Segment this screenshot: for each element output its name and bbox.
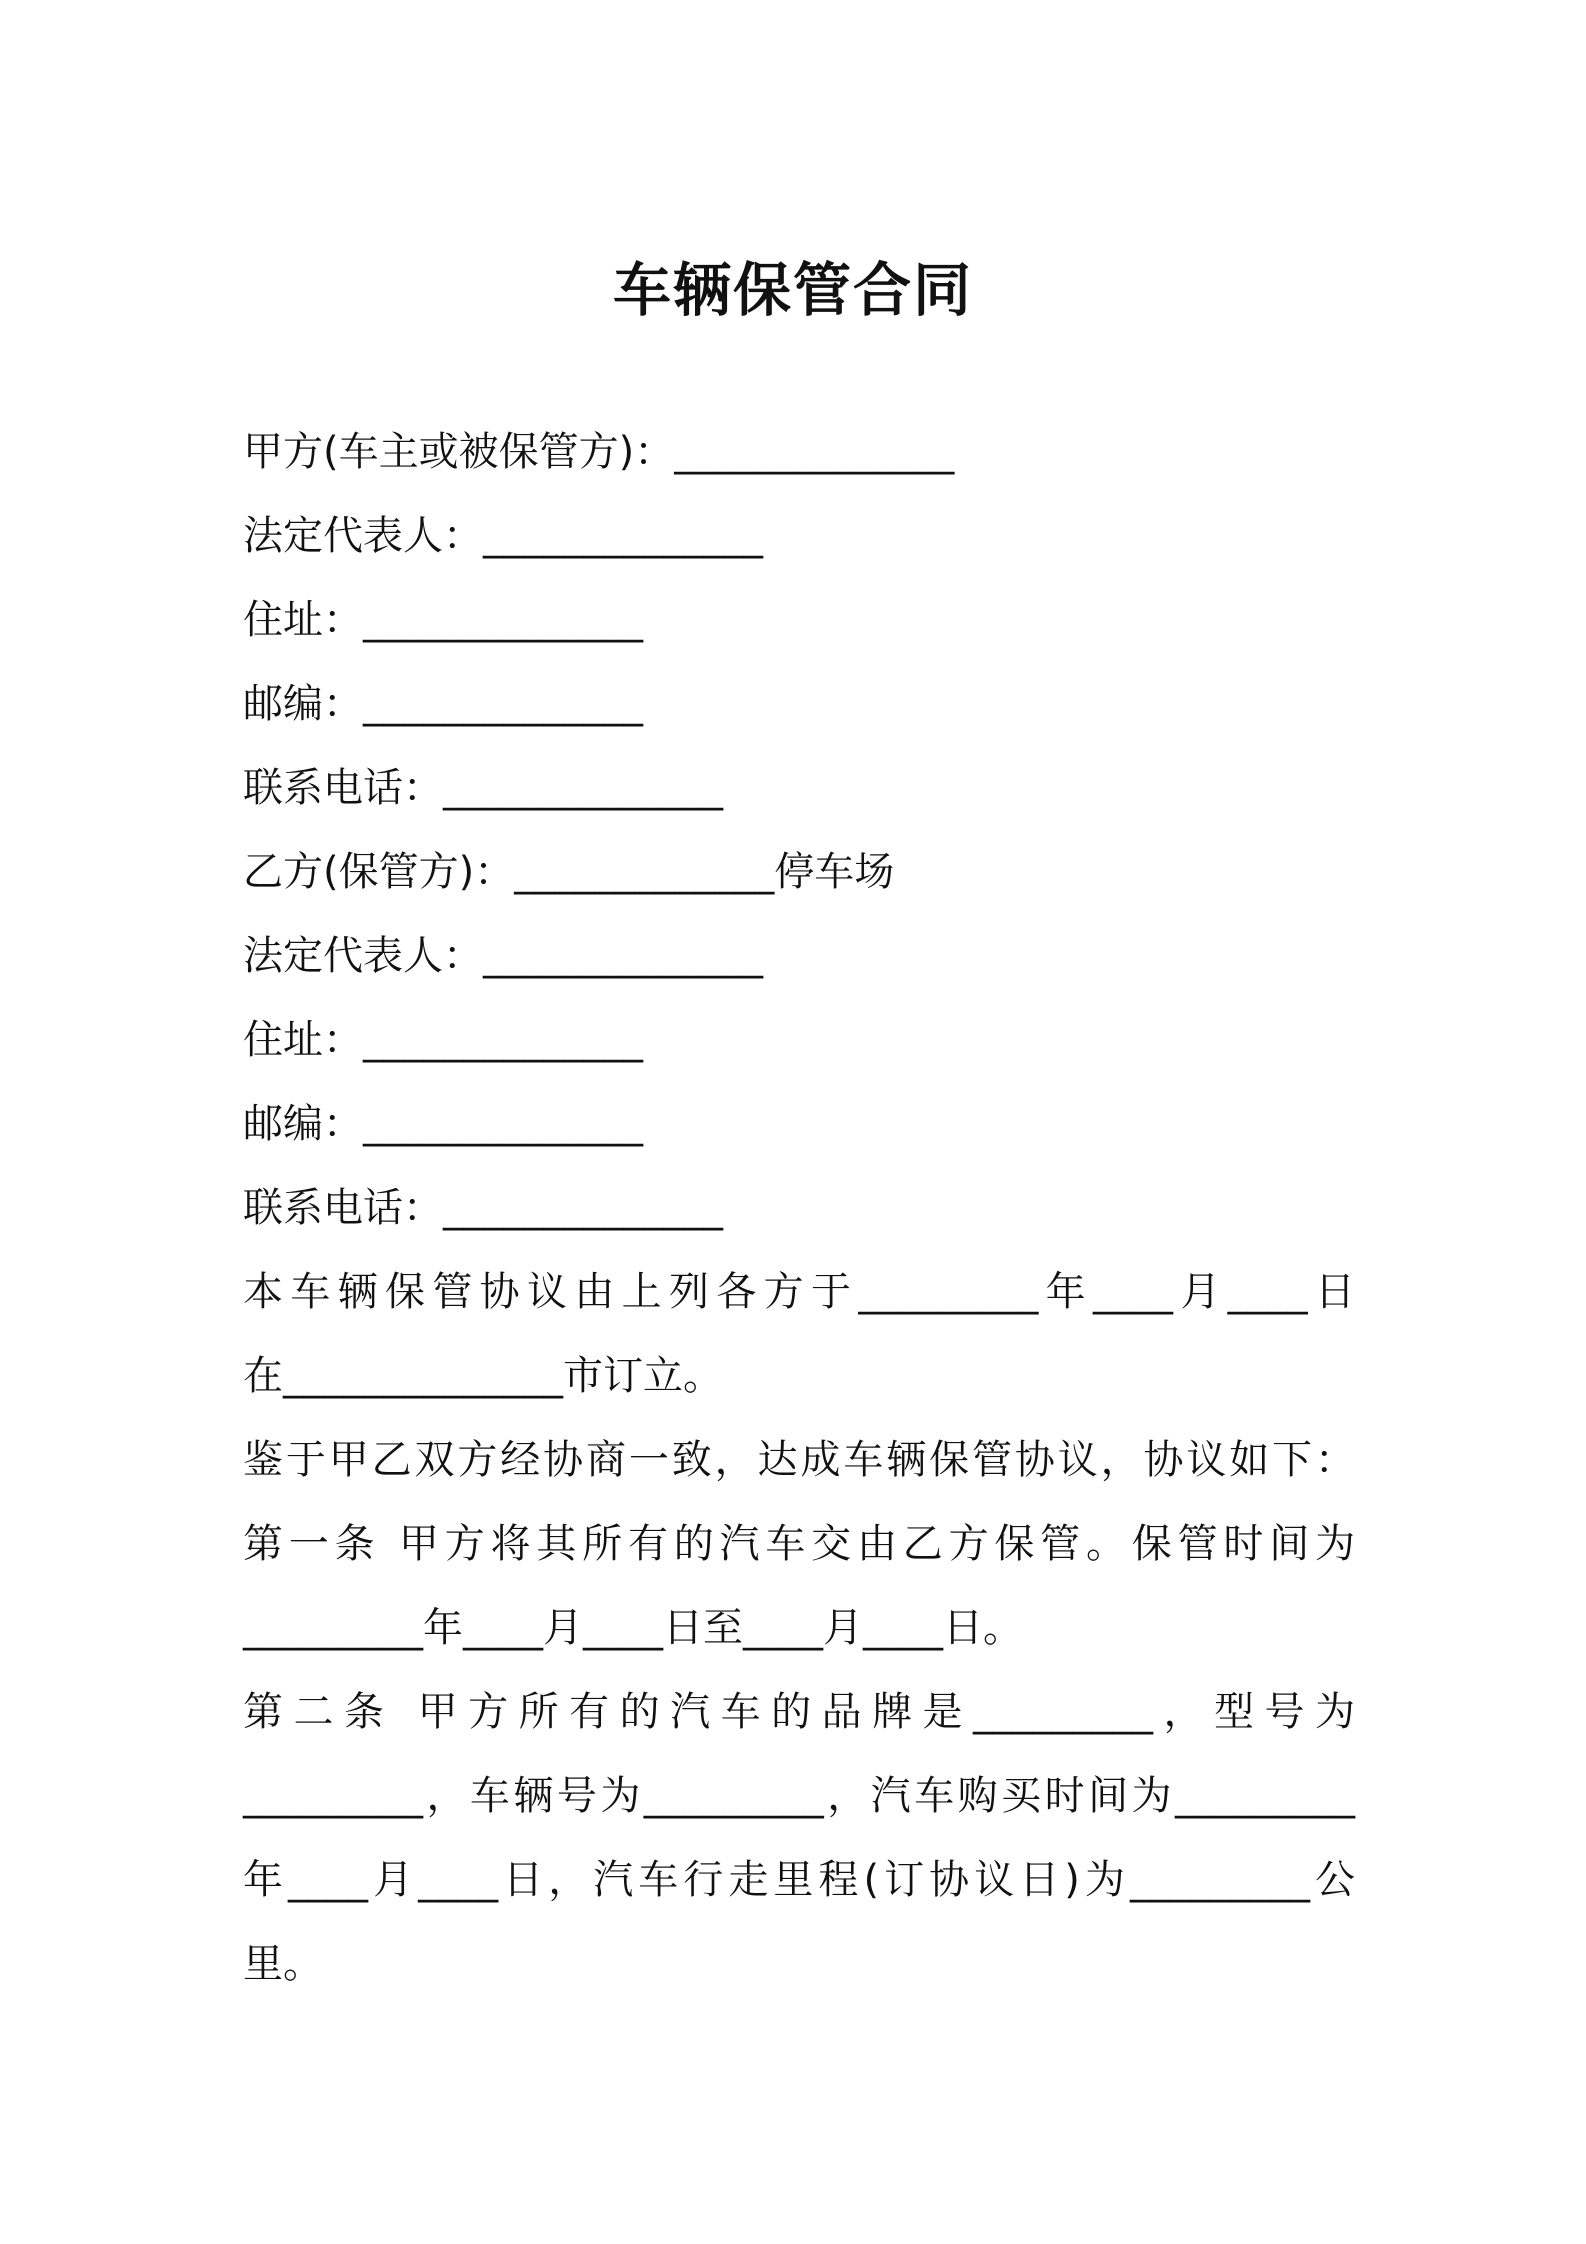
preamble: 鉴于甲乙双方经协商一致，达成车辆保管协议，协议如下： bbox=[243, 1437, 1355, 1483]
article-2-line-3: 年____月____日，汽车行走里程(订协议日)为_________公 bbox=[243, 1857, 1355, 1903]
article-1-line-1: 第一条 甲方将其所有的汽车交由乙方保管。保管时间为 bbox=[243, 1521, 1355, 1567]
document-title: 车辆保管合同 bbox=[612, 256, 973, 324]
article-2-line-1: 第二条 甲方所有的汽车的品牌是_________，型号为 bbox=[243, 1689, 1355, 1735]
article-2-line-4: 里。 bbox=[243, 1941, 323, 1987]
party-b-phone: 联系电话：______________ bbox=[243, 1185, 723, 1231]
party-b-postcode: 邮编：______________ bbox=[243, 1101, 643, 1147]
article-2-line-2: _________，车辆号为_________，汽车购买时间为_________ bbox=[243, 1773, 1355, 1819]
party-a-name: 甲方(车主或被保管方)：______________ bbox=[243, 429, 955, 475]
party-a-phone: 联系电话：______________ bbox=[243, 765, 723, 811]
document-body bbox=[243, 410, 1355, 2006]
party-a-address: 住址：______________ bbox=[243, 597, 643, 643]
party-a-representative: 法定代表人：______________ bbox=[243, 513, 763, 559]
party-b-representative: 法定代表人：______________ bbox=[243, 933, 763, 979]
article-1-line-2: _________年____月____日至____月____日。 bbox=[243, 1605, 1023, 1651]
party-a-postcode: 邮编：______________ bbox=[243, 681, 643, 727]
party-b-address: 住址：______________ bbox=[243, 1017, 643, 1063]
party-b-name: 乙方(保管方)：_____________停车场 bbox=[243, 849, 895, 895]
intro-line-2: 在______________市订立。 bbox=[243, 1353, 723, 1399]
intro-line-1: 本车辆保管协议由上列各方于_________年____月____日 bbox=[243, 1269, 1355, 1315]
